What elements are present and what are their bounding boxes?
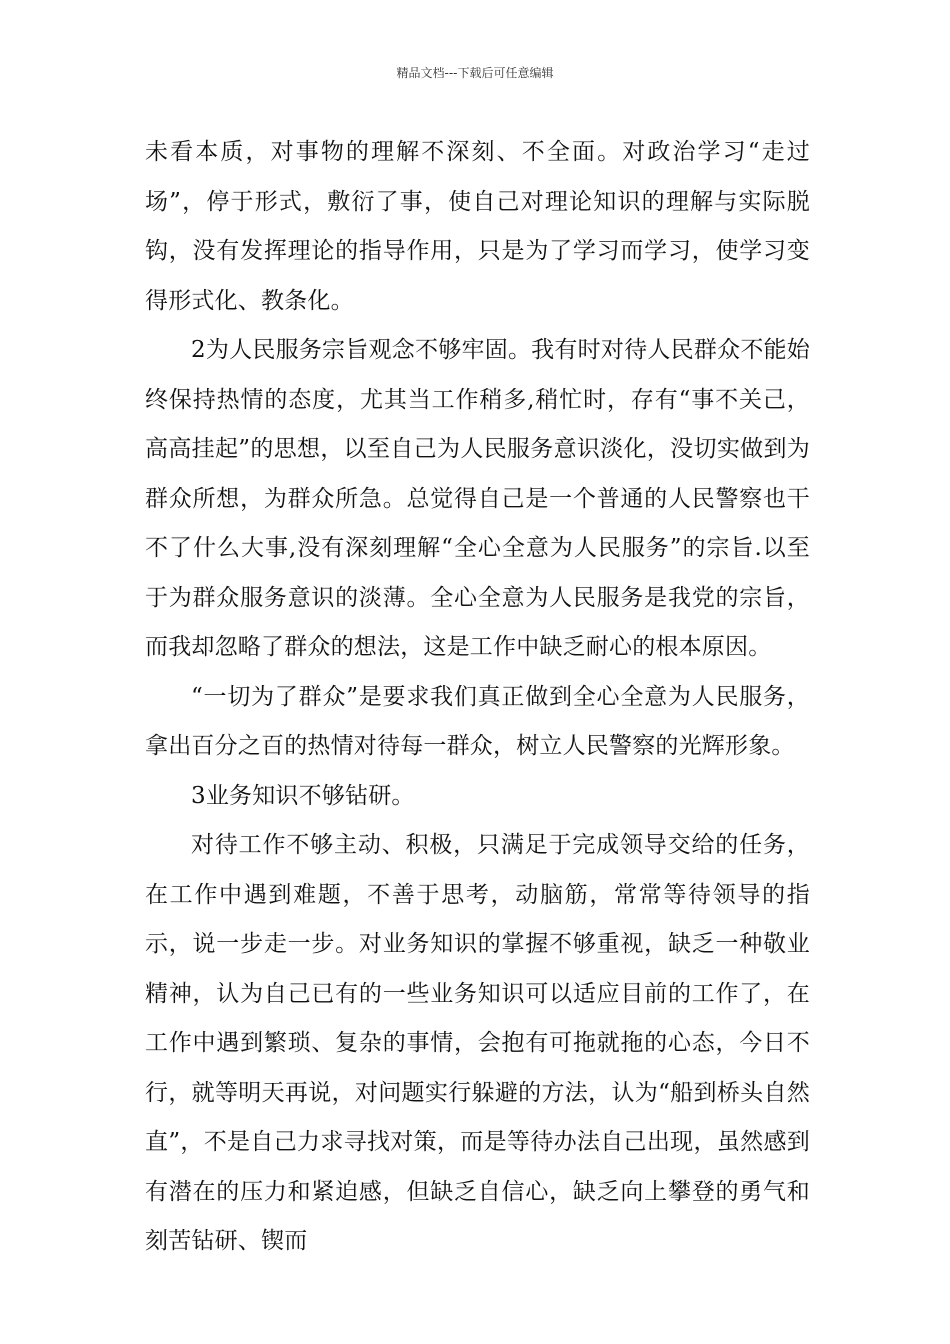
paragraph-point-3-heading: 3业务知识不够钻研。 [191, 782, 415, 809]
page-header: 精品文档---下载后可任意编辑 [396, 66, 554, 80]
paragraph-quote: “一切为了群众”是要求我们真正做到全心全意为人民服务，拿出百分之百的热情对待每一群众，树立人民警察的光辉形象。 [145, 683, 810, 759]
paragraph-point-2: 2为人民服务宗旨观念不够牢固。我有时对待人民群众不能始终保持热情的态度，尤其当工作稍多,稍忙时，存有“事不关己，高高挂起”的思想，以至自己为人民服务意识淡化，没切实做到为群众所想，为群众所急。总觉得自己是一个普通的人民警察也干不了什么大事,没有深刻理解“全心全意为人民服务”的宗旨.以至于为群众服务意识的淡薄。全心全意为人民服务是我党的宗旨，而我却忽略了群众的想法，这是工作中缺乏耐心的根本原因。 [145, 337, 810, 660]
paragraph-point-3-body: 对待工作不够主动、积极，只满足于完成领导交给的任务，在工作中遇到难题，不善于思考，动脑筋，常常等待领导的指示，说一步走一步。对业务知识的掌握不够重视，缺乏一种敬业精神，认为自己已有的一些业务知识可以适应目前的工作了，在工作中遇到繁琐、复杂的事情，会抱有可拖就拖的心态，今日不行，就等明天再说，对问题实行躲避的方法，认为“船到桥头自然直”，不是自己力求寻找对策，而是等待办法自己出现，虽然感到有潜在的压力和紧迫感，但缺乏自信心，缺乏向上攀登的勇气和刻苦钻研、锲而 [145, 832, 810, 1254]
document-body [145, 128, 810, 1267]
paragraph-continuation: 未看本质，对事物的理解不深刻、不全面。对政治学习“走过场”，停于形式，敷衍了事，使自己对理论知识的理解与实际脱钩，没有发挥理论的指导作用，只是为了学习而学习，使学习变得形式化、教条化。 [145, 139, 810, 314]
